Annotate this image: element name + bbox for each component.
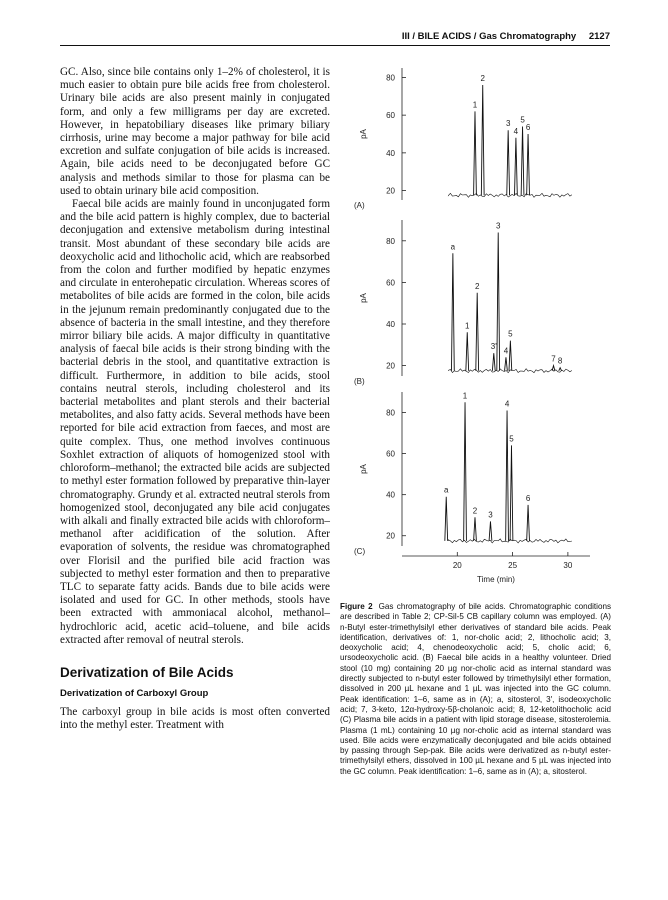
y-axis-label: pA [359, 293, 368, 303]
peak-label: 1 [465, 321, 470, 331]
page-number: 2127 [588, 31, 610, 42]
peak-label: 3' [490, 342, 497, 352]
peak-7 [552, 366, 555, 371]
peak-label: a [450, 242, 456, 252]
peak-1 [464, 402, 467, 541]
subsection-heading: Derivatization of Carboxyl Group [60, 687, 209, 699]
y-tick-label: 20 [386, 531, 395, 541]
x-axis-label: Time (min) [477, 575, 515, 584]
peak-label: 6 [525, 493, 531, 503]
y-tick-label: 60 [386, 111, 395, 121]
peak-a [451, 253, 454, 371]
body-paragraph-2: Faecal bile acids are mainly found in unconjugated form and the bile acid pattern is highly complex, due to bacterial deconjugation and extensive metabolism during intestinal transit. Most abundant of these secondary bile acids are deoxycholic acid and lithocholic acid, which are reabsorbed from the colon and further modified by hepatic enzymes and circulate in enterohepatic circulation. Whereas scores of metabolites of bile acids are formed in the colon, bile acids in the jejunum remain predominantly conjugated due to the absence of bacteria in the small intestine, and they therefore mirror biliary bile acids. A major difficulty in quantitative analysis of faecal bile acids is their strong binding with the bacterial debris in the stool, and quantitative extraction is difficult. Furthermore, in addition to bile acids, stool contains neutral sterols, including cholesterol and its bacterial metabolites and plant sterols and their bacterial metabolites, and also fatty acids. Several methods have been reported for bile acid extraction from faeces, and most are quite complex. Thus, one method involves continuous Soxhlet extraction of aliquots of homogenized stool with chloroform–methanol; the extracted bile acids are subjected to methyl ester formation followed by preparative thin-layer chromatography. Grundy et al. extracted neutral sterols from homogenized stool, deconjugated any bile acid conjugates with alkali and finally extracted bile acids with chloroform–methanol after acidification of the solution. After evaporation of solvents, the residue was chromatographed over Florisil and the purified bile acid fraction was subjected to methyl ester formation and then to preparative TLC to separate fatty acids. Bands due to bile acids were isolated and used for GC. In other methods, stools have been extracted with ammoniacal alcohol, methanol–hydrochloric acid, acetic acid–toluene, and bile acids extracted after removal of neutral sterols. [60, 198, 330, 646]
body-column [60, 66, 330, 732]
peak-1 [474, 111, 477, 195]
y-tick-label: 20 [386, 186, 395, 196]
peak-1 [466, 332, 469, 370]
peak-label: 4 [503, 346, 509, 356]
subsection-paragraph: The carboxyl group in bile acids is most often converted into the methyl ester. Treatment with [60, 705, 330, 732]
peak-label: 5 [508, 329, 513, 339]
panel-label: (B) [354, 377, 365, 386]
header-rule [60, 45, 610, 46]
peak-5 [509, 341, 512, 371]
peak-label: 7 [551, 354, 556, 364]
figure-caption [340, 602, 611, 777]
peak-label: 3 [488, 510, 493, 520]
y-tick-label: 80 [386, 73, 395, 83]
section-heading: Derivatization of Bile Acids [60, 664, 234, 680]
y-tick-label: 40 [386, 320, 395, 329]
y-tick-label: 60 [386, 449, 395, 459]
running-head-title: III / BILE ACIDS / Gas Chromatography [401, 31, 577, 42]
peak-2 [474, 517, 477, 541]
y-tick-label: 20 [386, 361, 395, 371]
peak-4 [515, 138, 518, 196]
y-tick-label: 80 [386, 408, 395, 418]
peak-label: 6 [525, 123, 531, 132]
peak-label: 5 [520, 115, 525, 125]
peak-label: 1 [472, 100, 478, 110]
panel-label: (A) [354, 201, 365, 210]
baseline-trace [448, 369, 572, 373]
y-tick-label: 40 [386, 148, 395, 158]
peak-2 [476, 293, 479, 371]
peak-2 [481, 85, 484, 195]
x-tick-label: 20 [452, 561, 462, 570]
y-tick-label: 60 [386, 278, 395, 288]
peak-label: 8 [557, 356, 563, 366]
x-tick-label: 25 [508, 561, 518, 570]
peak-4 [505, 357, 508, 371]
peak-a [445, 497, 448, 541]
peak-3 [497, 232, 500, 370]
peak-label: 4 [513, 126, 519, 136]
y-tick-label: 80 [386, 236, 395, 246]
peak-5 [521, 126, 524, 195]
chromatogram-svg [340, 60, 610, 595]
peak-label: 2 [480, 73, 485, 83]
peak-6 [527, 505, 530, 541]
caption-label: Figure 2 [340, 602, 373, 611]
peak-5 [510, 445, 513, 540]
peak-3' [492, 353, 495, 371]
peak-label: 2 [472, 506, 478, 516]
peak-label: a [444, 485, 449, 495]
peak-4 [506, 410, 509, 540]
baseline-trace [448, 193, 572, 197]
panel-label: (C) [354, 547, 366, 556]
y-axis-label: pA [359, 129, 368, 139]
peak-label: 2 [474, 281, 480, 291]
x-tick-label: 30 [563, 561, 573, 570]
peak-3 [507, 130, 510, 195]
y-axis-label: pA [359, 464, 368, 474]
peak-3 [489, 521, 492, 541]
body-paragraph-1: GC. Also, since bile contains only 1–2% of cholesterol, it is much easier to obtain pure bile acids free from cholesterol. Urinary bile acids are also present mainly in conjugated form, and only a few milligrams per day are excreted. However, in hepatobiliary diseases like primary biliary cirrhosis, urine may become a major pathway for bile acid excretion and sulfate conjugation of bile acids is increased. Again, bile acids need to be deconjugated before GC analysis and methods similar to those for plasma can be used to obtain urinary bile acid composition. [60, 66, 330, 197]
peak-label: 1 [462, 391, 468, 401]
caption-text: Gas chromatography of bile acids. Chromatographic conditions are described in Table 2; CP-Sil-5 CB capillary column was employed. (A) n-Butyl ester-trimethylsilyl ether derivatives of standard bile acids. Peak identification, derivatives of: 1, nor-cholic acid; 2, lithocholic acid; 3, deoxycholic acid; 4, chenodeoxycholic acid; 5, cholic acid; 6, ursodeoxycholic acid. (B) Faecal bile acids in a healthy volunteer. Dried stool (10 mg) containing 20 µg nor-cholic acid as internal standard was directly subjected to n-butyl ester followed by trimethylsilyl ether formation, dissolved in 200 µL hexane and 1 µL was injected into the GC column. Peak identification: 1–6, same as in (A); a, sitosterol, 3′, isodeoxycholic acid; 7, 3-keto, 12α-hydroxy-5β-cholanoic acid; 8, 12-ketolithocholic acid (C) Plasma bile acids in a patient with lipid storage disease, sitosterolemia. Plasma (1 mL) containing 10 µg nor-cholic acid as internal standard was used. Bile acids were enzymatically deconjugated and bile acids obtained by passing through Sep-pak. Bile acids were derivatized as n-butyl ester-trimethylsilyl ethers, dissolved in 100 µL hexane and 5 µL was injected into the GC column. Peak identification: 1–6, same as in (A); a, sitosterol. [340, 602, 611, 776]
peak-6 [527, 134, 530, 195]
peak-label: 4 [504, 399, 510, 409]
peak-label: 3 [505, 119, 511, 129]
running-head [402, 31, 610, 42]
peak-label: 5 [509, 434, 514, 444]
peak-label: 3 [495, 221, 501, 231]
figure-chromatograms [340, 60, 610, 595]
peak-8 [559, 368, 562, 371]
y-tick-label: 40 [386, 490, 395, 500]
page-header [60, 28, 610, 46]
